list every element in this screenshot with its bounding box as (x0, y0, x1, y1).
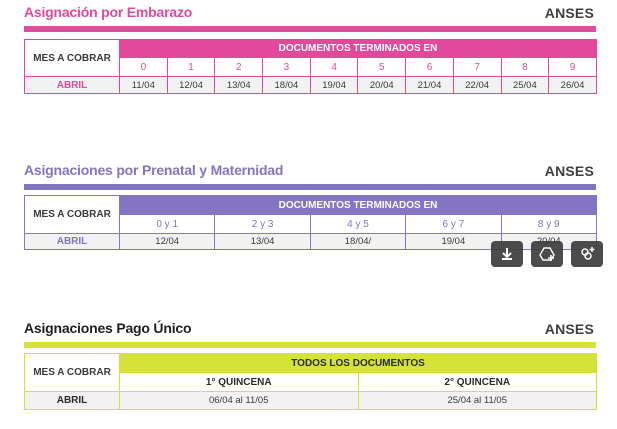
anses-logo: ANSES (544, 163, 594, 179)
month-cell: ABRIL (25, 77, 120, 94)
month-cell: ABRIL (25, 392, 120, 410)
section-divider (24, 342, 596, 348)
date-cell: 19/04 (406, 234, 501, 250)
date-cell: 06/04 al 11/05 (120, 392, 359, 410)
column-header: 5 (358, 58, 406, 77)
table-row (25, 77, 597, 94)
date-cell: 21/04 (406, 77, 454, 94)
column-header: 4 y 5 (310, 215, 405, 234)
date-cell: 13/04 (215, 234, 310, 250)
mes-a-cobrar-label: MES A COBRAR (25, 354, 120, 392)
download-icon (499, 246, 515, 262)
date-cell: 12/04 (167, 77, 215, 94)
date-cell: 25/04 al 11/05 (358, 392, 597, 410)
date-cell: 20/04 (358, 77, 406, 94)
mes-a-cobrar-label: MES A COBRAR (25, 40, 120, 77)
date-cell: 25/04 (501, 77, 549, 94)
download-button[interactable] (491, 241, 523, 267)
column-header: 2 y 3 (215, 215, 310, 234)
payment-table (24, 39, 597, 94)
date-cell: 19/04 (310, 77, 358, 94)
section-divider (24, 184, 596, 190)
date-cell: 22/04 (453, 77, 501, 94)
column-header: 4 (310, 58, 358, 77)
date-cell: 13/04 (215, 77, 263, 94)
drive-upload-icon (539, 246, 555, 262)
save-to-drive-button[interactable] (531, 241, 563, 267)
date-cell: 18/04/ (310, 234, 405, 250)
table-header: DOCUMENTOS TERMINADOS EN (120, 40, 597, 58)
table-header: TODOS LOS DOCUMENTOS (120, 354, 597, 373)
column-header: 3 (263, 58, 311, 77)
column-header: 9 (549, 58, 597, 77)
column-header: 1° QUINCENA (120, 373, 359, 392)
mes-a-cobrar-label: MES A COBRAR (25, 196, 120, 234)
column-header: 8 (501, 58, 549, 77)
payment-table (24, 353, 597, 410)
date-cell: 12/04 (120, 234, 215, 250)
column-header: 2° QUINCENA (358, 373, 597, 392)
column-header: 6 y 7 (406, 215, 501, 234)
section-divider (24, 26, 596, 32)
column-header: 6 (406, 58, 454, 77)
add-link-icon (579, 246, 595, 262)
table-header: DOCUMENTOS TERMINADOS EN (120, 196, 597, 215)
anses-logo: ANSES (544, 321, 594, 337)
section-title: Asignaciones por Prenatal y Maternidad (24, 162, 284, 178)
date-cell: 11/04 (120, 77, 168, 94)
column-header: 0 y 1 (120, 215, 215, 234)
add-link-button[interactable] (571, 241, 603, 267)
column-header: 1 (167, 58, 215, 77)
date-cell: 26/04 (549, 77, 597, 94)
column-header: 2 (215, 58, 263, 77)
column-header: 8 y 9 (501, 215, 596, 234)
column-header: 0 (120, 58, 168, 77)
section-title: Asignaciones Pago Único (24, 320, 192, 336)
column-header: 7 (453, 58, 501, 77)
section-title: Asignación por Embarazo (24, 4, 193, 20)
month-cell: ABRIL (25, 234, 120, 250)
anses-logo: ANSES (544, 5, 594, 21)
date-cell: 18/04 (263, 77, 311, 94)
table-row (25, 392, 597, 410)
